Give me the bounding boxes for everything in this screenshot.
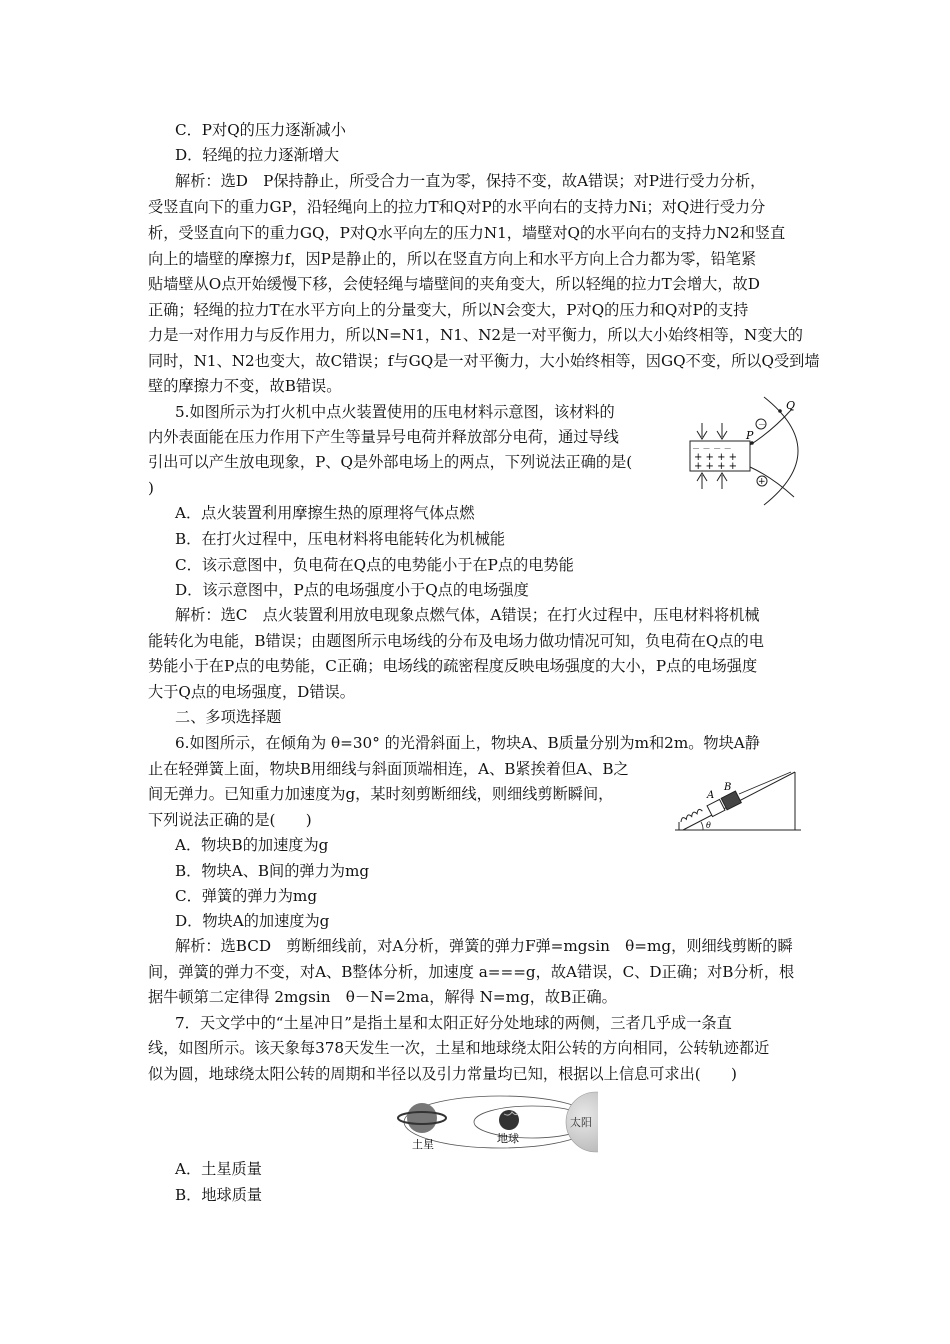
piezo-figure (682, 393, 812, 509)
line: 引出可以产生放电现象，P、Q是外部电场上的两点，下列说法正确的是( (148, 453, 633, 471)
line: 同时，N1、N2也变大，故C错误；f与GQ是一对平衡力，大小始终相等，因GQ不变，所以Q受到墙 (148, 352, 820, 370)
block-b-label: B (724, 782, 732, 793)
line: 析，受竖直向下的重力GQ，P对Q水平向左的压力N1，墙壁对Q的水平向右的支持力N2和竖直 (148, 224, 786, 242)
line: 解析：选C 点火装置利用放电现象点燃气体，A错误；在打火过程中，压电材料将机械 (175, 606, 760, 624)
line: 贴墙壁从O点开始缓慢下移，会使轻绳与墙壁间的夹角变大，所以轻绳的拉力T会增大，故D (148, 275, 760, 293)
sun-label: 太阳 (570, 1116, 592, 1129)
point-q-label: Q (786, 399, 796, 412)
line: 线，如图所示。该天象每378天发生一次，土星和地球绕太阳公转的方向相同，公转轨迹都近 (148, 1039, 770, 1057)
line: 据牛顿第二定律得 2mgsin θ－N=2ma，解得 N=mg，故B正确。 (148, 988, 617, 1006)
svg-text:+: + (758, 477, 766, 487)
line: 内外表面能在压力作用下产生等量异号电荷并释放部分电荷，通过导线 (148, 428, 619, 446)
line: 解析：选D P保持静止，所受合力一直为零，保持不变，故A错误；对P进行受力分析， (175, 172, 766, 190)
line: D．物块A的加速度为g (175, 912, 330, 930)
plus-row: + + + + (694, 461, 738, 472)
line: C．弹簧的弹力为mg (175, 887, 318, 905)
line: 向上的墙壁的摩擦力f，因P是静止的，所以在竖直方向上和水平方向上合力都为零，铅笔紧 (148, 250, 757, 268)
line: 止在轻弹簧上面，物块B用细线与斜面顶端相连，A、B紧挨着但A、B之 (148, 760, 629, 778)
line: D．轻绳的拉力逐渐增大 (175, 146, 340, 164)
line: A．土星质量 (175, 1160, 262, 1178)
line: C．该示意图中，负电荷在Q点的电势能小于在P点的电势能 (175, 556, 574, 574)
line: 下列说法正确的是( ) (148, 811, 312, 829)
line: 大于Q点的电场强度，D错误。 (148, 683, 355, 701)
line: 力是一对作用力与反作用力，所以N=N1，N1、N2是一对平衡力，所以大小始终相等，N变大的 (148, 326, 803, 344)
line: 正确；轻绳的拉力T在水平方向上的分量变大，所以N会变大，P对Q的压力和Q对P的支持 (148, 301, 749, 319)
line: 6.如图所示，在倾角为 θ=30° 的光滑斜面上，物块A、B质量分别为m和2m。物块A静 (175, 734, 760, 752)
plus-row: + + + + (694, 452, 738, 463)
line: A．物块B的加速度为g (175, 836, 329, 854)
saturn-label: 土星 (412, 1138, 434, 1151)
line: 能转化为电能，B错误；由题图所示电场线的分布及电场力做功情况可知，负电荷在Q点的电 (148, 632, 764, 650)
line: 解析：选BCD 剪断细线前，对A分析，弹簧的弹力F弹=mgsin θ=mg，则细线剪断的瞬 (175, 937, 793, 955)
earth-label: 地球 (497, 1132, 519, 1145)
line: ) (148, 479, 154, 497)
orbit-figure (382, 1090, 598, 1154)
section-heading: 二、多项选择题 (175, 708, 282, 726)
line: 势能小于在P点的电势能，C正确；电场线的疏密程度反映电场强度的大小，P点的电场强度 (148, 657, 758, 675)
line: 间，弹簧的弹力不变，对A、B整体分析，加速度 a===g，故A错误，C、D正确；对B分析，根 (148, 963, 795, 981)
line: B．在打火过程中，压电材料将电能转化为机械能 (175, 530, 506, 548)
line: 间无弹力。已知重力加速度为g，某时刻剪断细线，则细线剪断瞬间， (148, 785, 614, 803)
point-p-label: P (746, 429, 754, 442)
minus-row: － － － － (692, 444, 732, 453)
line: 受竖直向下的重力GP，沿轻绳向上的拉力T和Q对P的水平向右的支持力Ni；对Q进行受力分 (148, 198, 766, 216)
line: 7．天文学中的“土星冲日”是指土星和太阳正好分处地球的两侧，三者几乎成一条直 (175, 1014, 732, 1032)
theta-label: θ (706, 821, 711, 830)
line: C．P对Q的压力逐渐减小 (175, 121, 346, 139)
line: B．地球质量 (175, 1186, 263, 1204)
block-a-label: A (707, 790, 715, 801)
incline-figure (673, 760, 803, 840)
line: 5.如图所示为打火机中点火装置使用的压电材料示意图，该材料的 (175, 403, 615, 421)
line: A．点火装置利用摩擦生热的原理将气体点燃 (175, 504, 475, 522)
line: D．该示意图中，P点的电场强度小于Q点的电场强度 (175, 581, 529, 599)
line: 似为圆，地球绕太阳公转的周期和半径以及引力常量均已知，根据以上信息可求出( ) (148, 1065, 737, 1083)
svg-text:－: － (758, 420, 766, 429)
line: 壁的摩擦力不变，故B错误。 (148, 377, 342, 395)
line: B．物块A、B间的弹力为mg (175, 862, 370, 880)
